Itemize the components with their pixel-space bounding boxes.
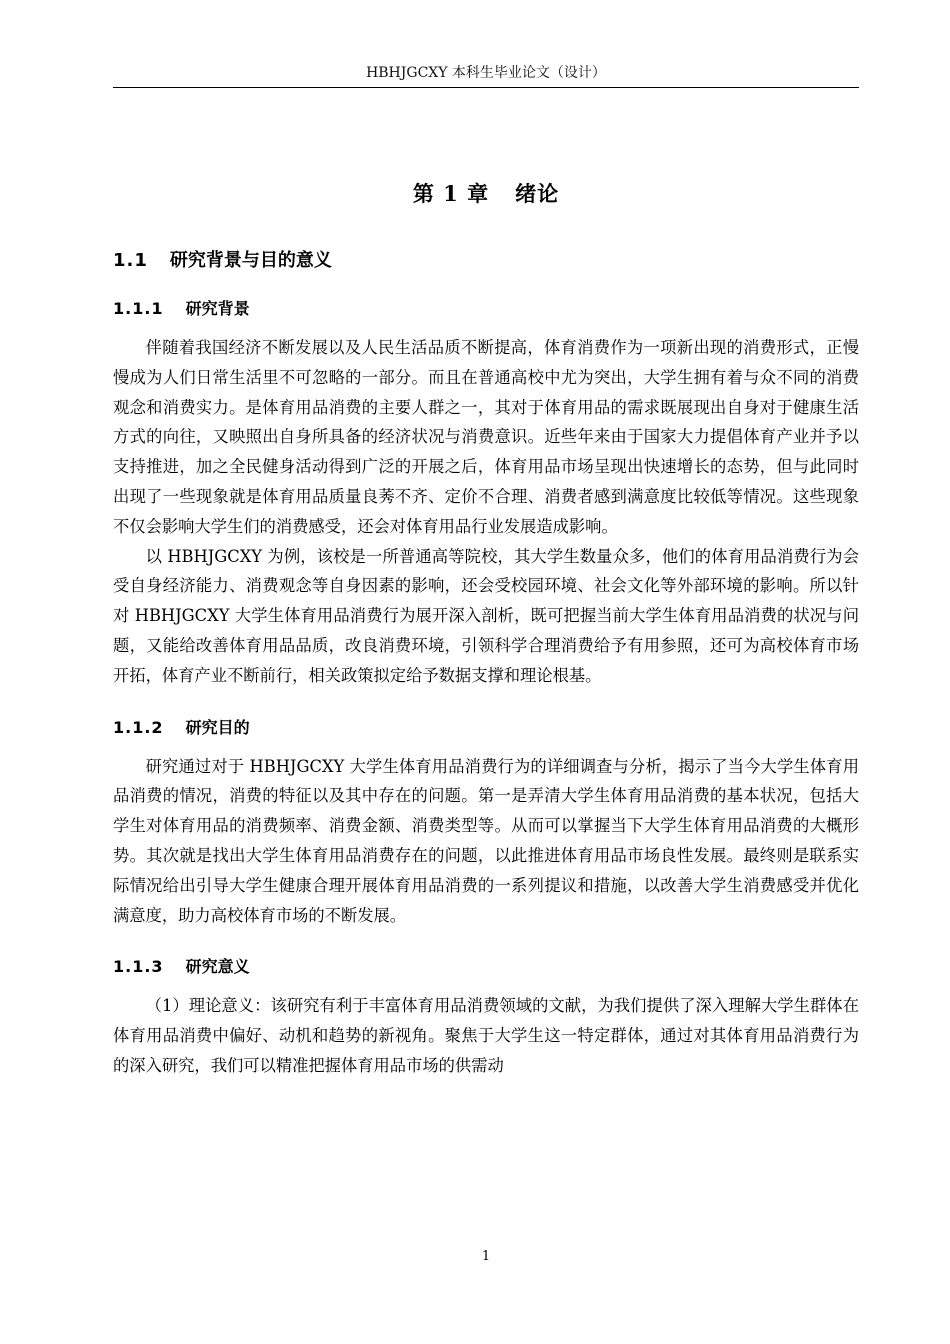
chapter-name: 绪论 [515,181,560,206]
paragraph: 伴随着我国经济不断发展以及人民生活品质不断提高，体育消费作为一项新出现的消费形式，正慢慢成为人们日常生活里不可忽略的一部分。而且在普通高校中尤为突出，大学生拥有着与众不同的消费观念和消费实力。是体育用品消费的主要人群之一，其对于体育用品的需求既展现出自身对于健康生活方式的向往，又映照出自身所具备的经济状况与消费意识。近些年来由于国家大力提倡体育产业并予以支持推进，加之全民健身活动得到广泛的开展之后，体育用品市场呈现出快速增长的态势，但与此同时出现了一些现象就是体育用品质量良莠不齐、定价不合理、消费者感到满意度比较低等情况。这些现象不仅会影响大学生们的消费感受，还会对体育用品行业发展造成影响。 [113,338,859,536]
significance-text [113,991,859,1080]
subsection-title: 研究意义 [185,957,250,977]
subsection-heading-1-1-1 [113,294,859,324]
paragraph: 研究通过对于 HBHJGCXY 大学生体育用品消费行为的详细调查与分析，揭示了当今大学生体育用品消费的情况，消费的特征以及其中存在的问题。第一是弄清大学生体育用品消费的基本状况，包括大学生对体育用品的消费频率、消费金额、消费类型等。从而可以掌握当下大学生体育用品消费的大概形势。其次就是找出大学生体育用品消费存在的问题，以此推进体育用品市场良性发展。最终则是联系实际情况给出引导大学生健康合理开展体育用品消费的一系列提议和措施，以改善大学生消费感受并优化满意度，助力高校体育市场的不断发展。 [113,756,859,925]
subsection-number: 1.1.2 [113,717,164,737]
section-heading-1-1 [113,246,859,276]
page-body [113,170,859,1103]
background-text [113,333,859,691]
subsection-title: 研究目的 [185,717,250,737]
subsection-number: 1.1.1 [113,299,164,318]
running-header: HBHJGCXY 本科生毕业论文（设计） [366,65,606,81]
subsection-number: 1.1.3 [113,957,164,977]
page-number: 1 [481,1249,491,1264]
chapter-title [113,170,859,218]
subsection-heading-1-1-2 [113,713,859,743]
section-number: 1.1 [113,250,148,271]
section-title: 研究背景与目的意义 [169,250,332,271]
paragraph: （1）理论意义：该研究有利于丰富体育用品消费领域的文献，为我们提供了深入理解大学生群体在体育用品消费中偏好、动机和趋势的新视角。聚焦于大学生这一特定群体，通过对其体育用品消费行为的深入研究，我们可以精准把握体育用品市场的供需动 [113,996,859,1075]
subsection-heading-1-1-3 [113,952,859,982]
header-rule [113,87,859,88]
paragraph: 以 HBHJGCXY 为例，该校是一所普通高等院校，其大学生数量众多，他们的体育用品消费行为会受自身经济能力、消费观念等自身因素的影响，还会受校园环境、社会文化等外部环境的影响。所以针对 HBHJGCXY 大学生体育用品消费行为展开深入剖析，既可把握当前大学生体育用品消费的状况与问题，又能给改善体育用品品质，改良消费环境，引领科学合理消费给予有用参照，还可为高校体育市场开拓，体育产业不断前行，相关政策拟定给予数据支撑和理论根基。 [113,546,859,685]
chapter-label: 第 1 章 [412,181,490,206]
subsection-title: 研究背景 [185,299,250,318]
purpose-text [113,752,859,931]
